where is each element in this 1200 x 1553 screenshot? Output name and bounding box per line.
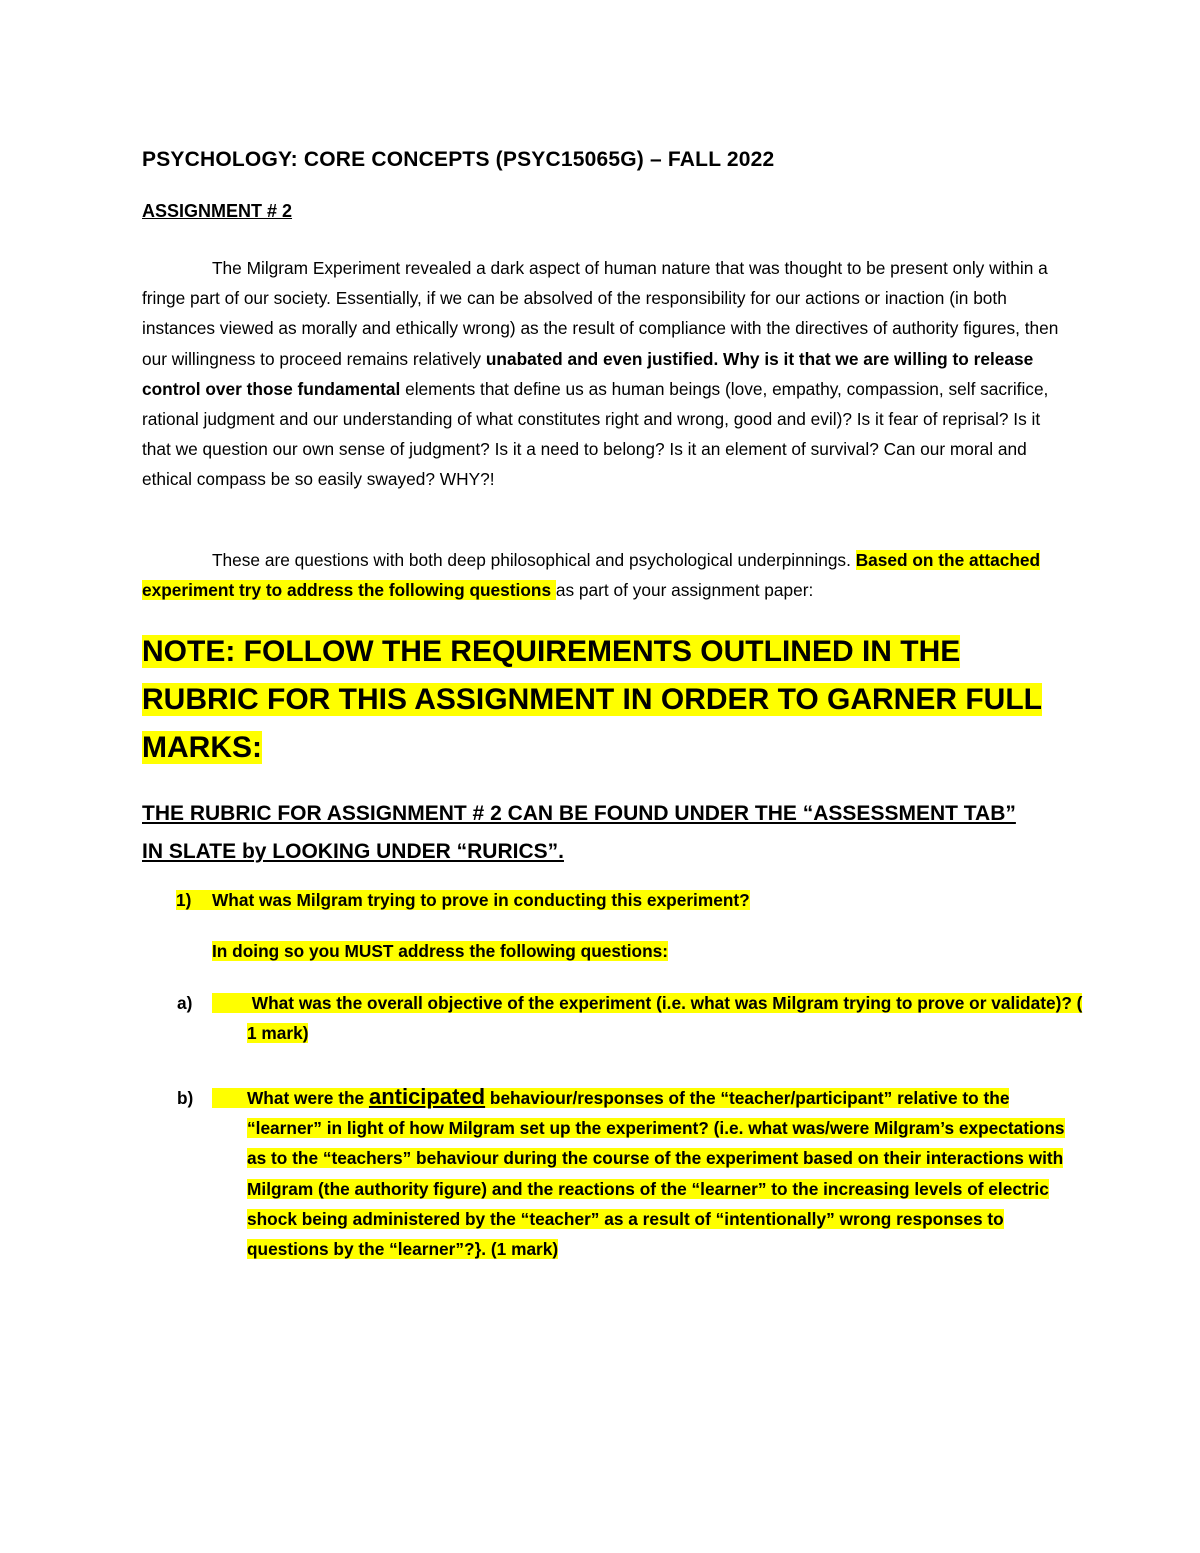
note-text: NOTE: FOLLOW THE REQUIREMENTS OUTLINED IN THE RUBRIC FOR THIS ASSIGNMENT IN ORDER TO GARNER FULL MARKS: <box>142 635 1042 764</box>
intro-paragraph <box>142 253 1062 495</box>
note-heading <box>142 628 1042 772</box>
intro-text-1: The Milgram Experiment revealed a dark aspect of human nature that was thought to be present only within a fringe part of our society. Essentially, if we can be absolved of the responsibility for our actions or inaction (in both instances viewed as morally and ethically wrong) as the result of compliance with the directives of authority figures, then our willingness to proceed remains relatively <box>142 258 1059 369</box>
question-b-emphasis: anticipated <box>368 1084 486 1109</box>
must-address-text: In doing so you MUST address the following questions: <box>212 941 669 961</box>
rubric-notice: THE RUBRIC FOR ASSIGNMENT # 2 CAN BE FOUND UNDER THE “ASSESSMENT TAB” IN SLATE by LOOKING UNDER “RURICS”. <box>142 802 1016 863</box>
highlighted-instruction: Based on the attached experiment try to address the following questions <box>142 550 1041 601</box>
question-1 <box>176 890 750 911</box>
question-a-text: What was the overall objective of the experiment (i.e. what was Milgram trying to prove or validate)? ( 1 mark) <box>247 993 1083 1044</box>
intro-text-bold: unabated and even justified. Why is it that we are willing to release control over those fundamental <box>142 348 1034 399</box>
question-a-label: a) <box>177 993 193 1013</box>
must-address-line <box>212 941 668 962</box>
question-b-label: b) <box>177 1088 194 1108</box>
question-1-number: 1) <box>176 890 192 910</box>
question-b <box>177 1082 1087 1264</box>
question-1-text: What was Milgram trying to prove in conducting this experiment? <box>212 890 750 910</box>
course-title: PSYCHOLOGY: CORE CONCEPTS (PSYC15065G) – FALL 2022 <box>142 148 775 171</box>
question-b-text-pre: What were the <box>247 1088 369 1108</box>
intro-text-2: elements that define us as human beings (love, empathy, compassion, self sacrifice, rational judgment and our understanding of what constitutes right and wrong, good and evil)? Is it fear of reprisal? Is it that we question our own sense of judgment? Is it a need to belong? Is it an element of survival? Can our moral and ethical compass be so easily swayed? WHY?! <box>142 378 1049 490</box>
question-a <box>177 988 1087 1048</box>
questions-intro-text: These are questions with both deep philosophical and psychological underpinnings. <box>212 550 856 570</box>
questions-paragraph <box>142 545 1062 605</box>
assignment-heading: ASSIGNMENT # 2 <box>142 201 293 221</box>
questions-intro-tail: as part of your assignment paper: <box>555 580 814 601</box>
question-b-text-post: behaviour/responses of the “teacher/participant” relative to the “learner” in light of how Milgram set up the experiment? (i.e. what was/were Milgram’s expectations as to the “teachers” behaviour during the course of the experiment based on their interactions with Milgram (the authority figure) and the reactions of the “learner” to the increasing levels of electric shock being administered by the “teacher” as a result of “intentionally” wrong responses to questions by the “learner”?}. (1 mark) <box>247 1088 1065 1260</box>
